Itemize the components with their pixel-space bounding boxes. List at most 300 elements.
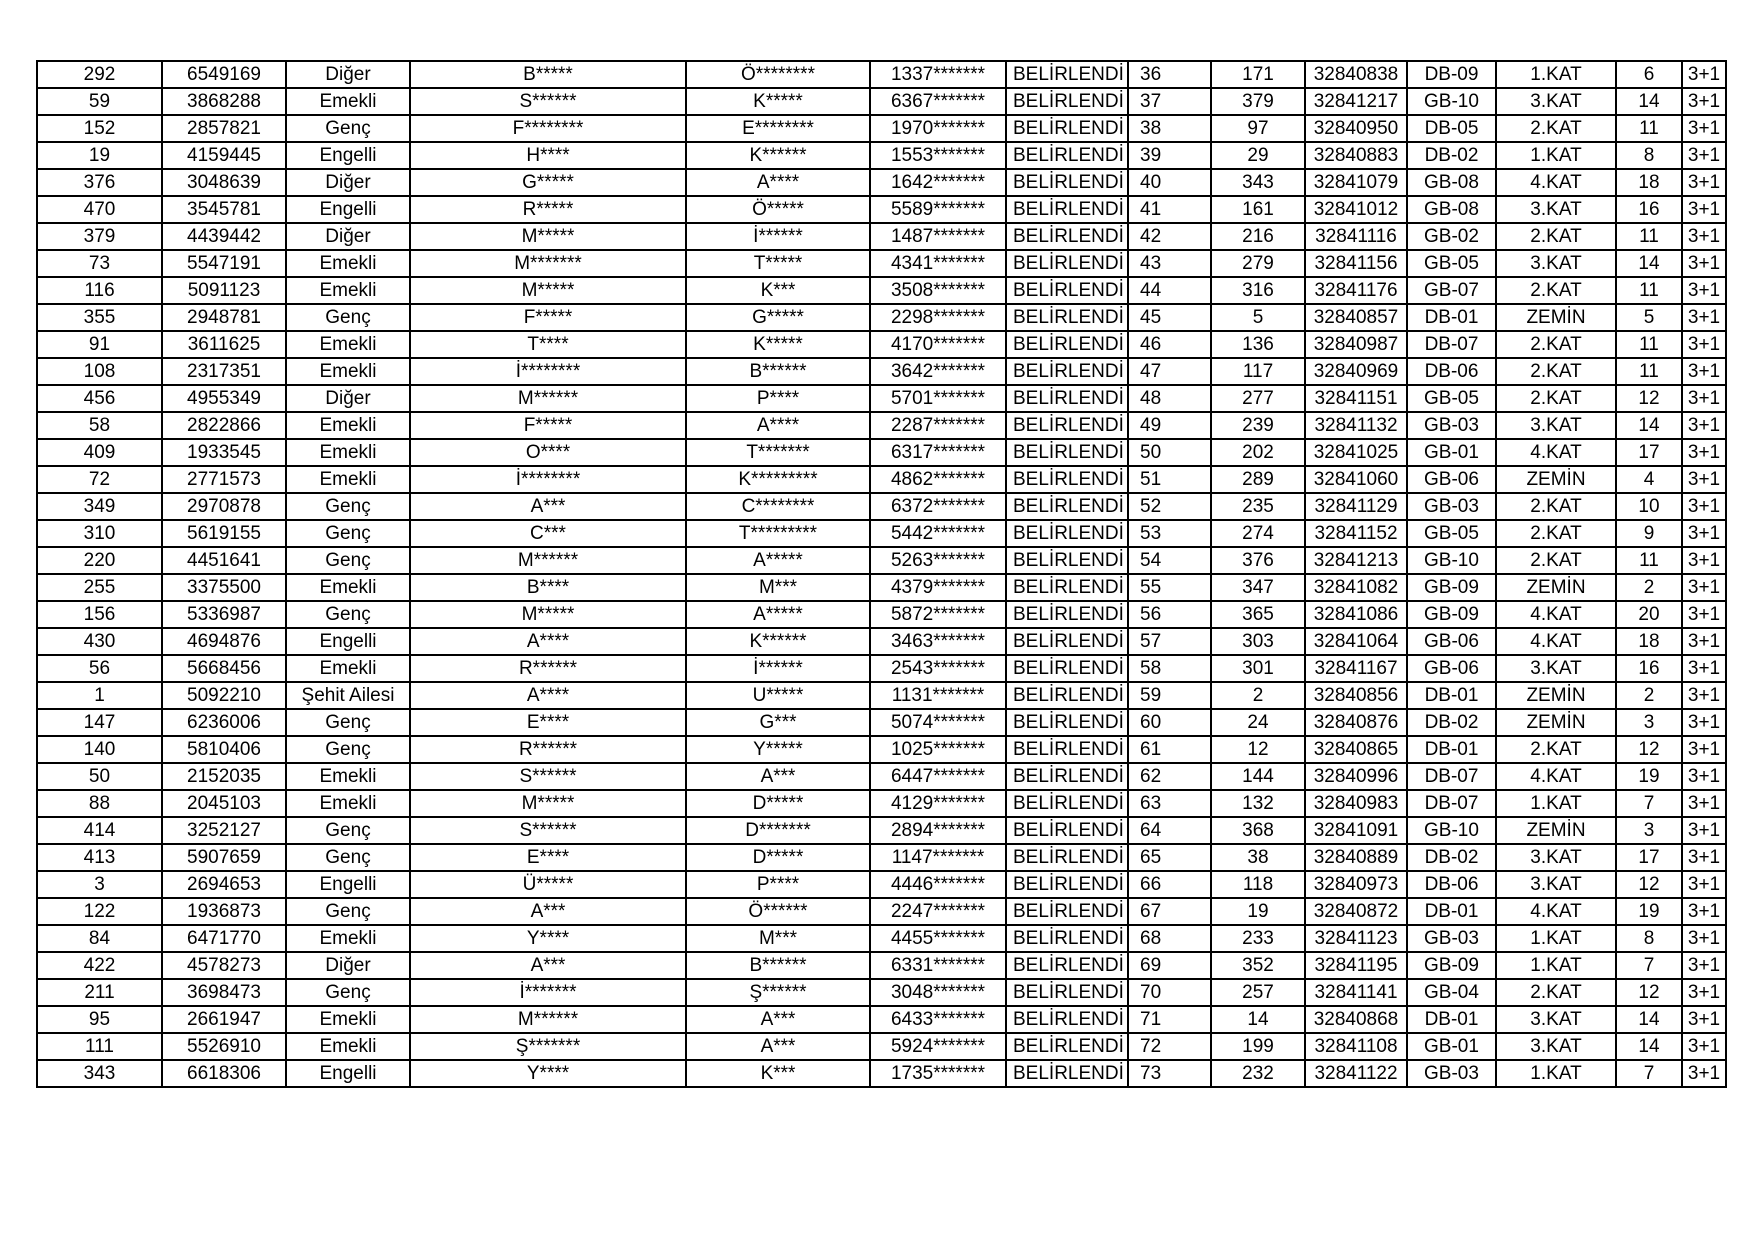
table-row — [37, 574, 1726, 601]
cell-oda-tipi: 3+1 — [1682, 439, 1726, 466]
cell-daire-no: 11 — [1616, 358, 1682, 385]
cell-ad: G***** — [410, 169, 686, 196]
cell-konut-no: 352 — [1211, 952, 1305, 979]
cell-kategori: Engelli — [286, 196, 410, 223]
cell-tc-kimlik: 6433******* — [870, 1006, 1006, 1033]
cell-blok: GB-02 — [1407, 223, 1496, 250]
cell-soyad: A*** — [686, 1033, 870, 1060]
cell-durum: BELİRLENDİ — [1006, 196, 1128, 223]
cell-konut-id: 32841156 — [1305, 250, 1407, 277]
cell-basvuru-no: 5907659 — [162, 844, 286, 871]
cell-sira-no: 292 — [37, 61, 162, 88]
cell-sira-no: 84 — [37, 925, 162, 952]
cell-kategori: Genç — [286, 304, 410, 331]
cell-konut-id: 32840983 — [1305, 790, 1407, 817]
cell-basvuru-no: 2661947 — [162, 1006, 286, 1033]
cell-konut-no: 347 — [1211, 574, 1305, 601]
cell-kat: 3.KAT — [1496, 88, 1616, 115]
cell-sira-no: 349 — [37, 493, 162, 520]
cell-ad: T**** — [410, 331, 686, 358]
cell-konut-id: 32840868 — [1305, 1006, 1407, 1033]
cell-kat: ZEMİN — [1496, 817, 1616, 844]
cell-soyad: M*** — [686, 574, 870, 601]
cell-daire-no: 7 — [1616, 1060, 1682, 1087]
cell-ad: E**** — [410, 844, 686, 871]
table-row — [37, 1060, 1726, 1087]
cell-kura-sira: 71 — [1128, 1006, 1211, 1033]
cell-oda-tipi: 3+1 — [1682, 331, 1726, 358]
cell-daire-no: 12 — [1616, 385, 1682, 412]
cell-durum: BELİRLENDİ — [1006, 1060, 1128, 1087]
table-row — [37, 628, 1726, 655]
cell-durum: BELİRLENDİ — [1006, 250, 1128, 277]
cell-soyad: K********* — [686, 466, 870, 493]
cell-kat: 1.KAT — [1496, 925, 1616, 952]
cell-ad: E**** — [410, 709, 686, 736]
cell-soyad: A*** — [686, 763, 870, 790]
cell-konut-no: 257 — [1211, 979, 1305, 1006]
cell-durum: BELİRLENDİ — [1006, 466, 1128, 493]
cell-konut-no: 199 — [1211, 1033, 1305, 1060]
cell-soyad: K*** — [686, 1060, 870, 1087]
cell-sira-no: 414 — [37, 817, 162, 844]
cell-sira-no: 72 — [37, 466, 162, 493]
table-row — [37, 115, 1726, 142]
cell-sira-no: 1 — [37, 682, 162, 709]
table-row — [37, 844, 1726, 871]
cell-soyad: D******* — [686, 817, 870, 844]
cell-ad: R***** — [410, 196, 686, 223]
cell-konut-no: 289 — [1211, 466, 1305, 493]
cell-kat: 3.KAT — [1496, 412, 1616, 439]
cell-sira-no: 91 — [37, 331, 162, 358]
cell-oda-tipi: 3+1 — [1682, 277, 1726, 304]
table-row — [37, 142, 1726, 169]
cell-oda-tipi: 3+1 — [1682, 466, 1726, 493]
cell-oda-tipi: 3+1 — [1682, 871, 1726, 898]
cell-oda-tipi: 3+1 — [1682, 628, 1726, 655]
cell-daire-no: 4 — [1616, 466, 1682, 493]
cell-konut-no: 233 — [1211, 925, 1305, 952]
cell-tc-kimlik: 6447******* — [870, 763, 1006, 790]
cell-daire-no: 5 — [1616, 304, 1682, 331]
cell-oda-tipi: 3+1 — [1682, 304, 1726, 331]
cell-tc-kimlik: 6367******* — [870, 88, 1006, 115]
cell-ad: S****** — [410, 817, 686, 844]
cell-konut-no: 12 — [1211, 736, 1305, 763]
cell-oda-tipi: 3+1 — [1682, 169, 1726, 196]
cell-tc-kimlik: 4170******* — [870, 331, 1006, 358]
cell-kat: 1.KAT — [1496, 952, 1616, 979]
cell-konut-id: 32841151 — [1305, 385, 1407, 412]
cell-kura-sira: 43 — [1128, 250, 1211, 277]
cell-konut-no: 316 — [1211, 277, 1305, 304]
cell-kura-sira: 59 — [1128, 682, 1211, 709]
cell-tc-kimlik: 5263******* — [870, 547, 1006, 574]
cell-blok: DB-02 — [1407, 844, 1496, 871]
cell-basvuru-no: 2317351 — [162, 358, 286, 385]
cell-daire-no: 10 — [1616, 493, 1682, 520]
cell-sira-no: 50 — [37, 763, 162, 790]
cell-daire-no: 14 — [1616, 412, 1682, 439]
cell-blok: GB-09 — [1407, 574, 1496, 601]
cell-basvuru-no: 5547191 — [162, 250, 286, 277]
cell-kategori: Emekli — [286, 250, 410, 277]
cell-oda-tipi: 3+1 — [1682, 574, 1726, 601]
cell-basvuru-no: 2694653 — [162, 871, 286, 898]
cell-blok: GB-06 — [1407, 466, 1496, 493]
cell-basvuru-no: 3868288 — [162, 88, 286, 115]
cell-sira-no: 56 — [37, 655, 162, 682]
table-row — [37, 277, 1726, 304]
cell-sira-no: 73 — [37, 250, 162, 277]
cell-konut-id: 32841122 — [1305, 1060, 1407, 1087]
cell-tc-kimlik: 3463******* — [870, 628, 1006, 655]
cell-konut-id: 32841025 — [1305, 439, 1407, 466]
cell-blok: GB-03 — [1407, 412, 1496, 439]
cell-oda-tipi: 3+1 — [1682, 709, 1726, 736]
cell-blok: GB-08 — [1407, 196, 1496, 223]
cell-daire-no: 16 — [1616, 655, 1682, 682]
cell-durum: BELİRLENDİ — [1006, 844, 1128, 871]
cell-soyad: A**** — [686, 169, 870, 196]
cell-kategori: Engelli — [286, 628, 410, 655]
cell-kat: ZEMİN — [1496, 574, 1616, 601]
cell-kategori: Genç — [286, 493, 410, 520]
cell-kat: 4.KAT — [1496, 601, 1616, 628]
cell-soyad: D***** — [686, 790, 870, 817]
cell-sira-no: 379 — [37, 223, 162, 250]
cell-blok: GB-05 — [1407, 250, 1496, 277]
cell-kategori: Genç — [286, 709, 410, 736]
cell-kat: 3.KAT — [1496, 196, 1616, 223]
cell-ad: M***** — [410, 601, 686, 628]
cell-sira-no: 156 — [37, 601, 162, 628]
cell-kura-sira: 44 — [1128, 277, 1211, 304]
cell-basvuru-no: 4955349 — [162, 385, 286, 412]
cell-kategori: Genç — [286, 736, 410, 763]
cell-daire-no: 19 — [1616, 763, 1682, 790]
cell-konut-no: 161 — [1211, 196, 1305, 223]
table-row — [37, 601, 1726, 628]
cell-daire-no: 9 — [1616, 520, 1682, 547]
cell-kura-sira: 60 — [1128, 709, 1211, 736]
cell-konut-id: 32841091 — [1305, 817, 1407, 844]
cell-kategori: Emekli — [286, 331, 410, 358]
cell-kura-sira: 54 — [1128, 547, 1211, 574]
cell-durum: BELİRLENDİ — [1006, 574, 1128, 601]
cell-ad: İ******** — [410, 358, 686, 385]
cell-tc-kimlik: 5589******* — [870, 196, 1006, 223]
cell-blok: GB-01 — [1407, 439, 1496, 466]
cell-daire-no: 7 — [1616, 952, 1682, 979]
cell-konut-id: 32841064 — [1305, 628, 1407, 655]
cell-kategori: Emekli — [286, 277, 410, 304]
cell-kat: 2.KAT — [1496, 115, 1616, 142]
cell-sira-no: 456 — [37, 385, 162, 412]
cell-konut-id: 32841176 — [1305, 277, 1407, 304]
cell-basvuru-no: 2152035 — [162, 763, 286, 790]
table-row — [37, 304, 1726, 331]
cell-ad: F***** — [410, 304, 686, 331]
cell-tc-kimlik: 1131******* — [870, 682, 1006, 709]
cell-blok: GB-09 — [1407, 601, 1496, 628]
cell-ad: C*** — [410, 520, 686, 547]
cell-soyad: T***** — [686, 250, 870, 277]
cell-basvuru-no: 6618306 — [162, 1060, 286, 1087]
cell-daire-no: 8 — [1616, 142, 1682, 169]
cell-ad: A*** — [410, 898, 686, 925]
cell-kat: ZEMİN — [1496, 682, 1616, 709]
cell-konut-id: 32841060 — [1305, 466, 1407, 493]
cell-sira-no: 108 — [37, 358, 162, 385]
cell-basvuru-no: 5336987 — [162, 601, 286, 628]
cell-tc-kimlik: 1487******* — [870, 223, 1006, 250]
cell-basvuru-no: 5526910 — [162, 1033, 286, 1060]
cell-soyad: T******* — [686, 439, 870, 466]
cell-oda-tipi: 3+1 — [1682, 223, 1726, 250]
cell-kura-sira: 72 — [1128, 1033, 1211, 1060]
cell-oda-tipi: 3+1 — [1682, 115, 1726, 142]
cell-daire-no: 7 — [1616, 790, 1682, 817]
cell-konut-no: 29 — [1211, 142, 1305, 169]
cell-konut-no: 14 — [1211, 1006, 1305, 1033]
cell-durum: BELİRLENDİ — [1006, 763, 1128, 790]
cell-durum: BELİRLENDİ — [1006, 385, 1128, 412]
cell-ad: B**** — [410, 574, 686, 601]
cell-kura-sira: 57 — [1128, 628, 1211, 655]
cell-sira-no: 211 — [37, 979, 162, 1006]
cell-daire-no: 11 — [1616, 223, 1682, 250]
cell-ad: S****** — [410, 763, 686, 790]
cell-kura-sira: 73 — [1128, 1060, 1211, 1087]
cell-konut-no: 2 — [1211, 682, 1305, 709]
cell-konut-id: 32840856 — [1305, 682, 1407, 709]
cell-ad: F******** — [410, 115, 686, 142]
table-row — [37, 1006, 1726, 1033]
cell-sira-no: 376 — [37, 169, 162, 196]
cell-durum: BELİRLENDİ — [1006, 601, 1128, 628]
cell-sira-no: 413 — [37, 844, 162, 871]
cell-kura-sira: 46 — [1128, 331, 1211, 358]
cell-sira-no: 19 — [37, 142, 162, 169]
cell-blok: GB-10 — [1407, 817, 1496, 844]
cell-sira-no: 470 — [37, 196, 162, 223]
cell-soyad: P**** — [686, 871, 870, 898]
cell-ad: Y**** — [410, 925, 686, 952]
cell-kura-sira: 61 — [1128, 736, 1211, 763]
cell-kategori: Genç — [286, 115, 410, 142]
cell-tc-kimlik: 1642******* — [870, 169, 1006, 196]
cell-basvuru-no: 4578273 — [162, 952, 286, 979]
cell-soyad: A**** — [686, 412, 870, 439]
cell-daire-no: 12 — [1616, 871, 1682, 898]
cell-kat: 1.KAT — [1496, 61, 1616, 88]
cell-sira-no: 220 — [37, 547, 162, 574]
cell-oda-tipi: 3+1 — [1682, 898, 1726, 925]
cell-tc-kimlik: 4455******* — [870, 925, 1006, 952]
cell-tc-kimlik: 2287******* — [870, 412, 1006, 439]
cell-konut-id: 32841129 — [1305, 493, 1407, 520]
table-row — [37, 439, 1726, 466]
cell-konut-no: 368 — [1211, 817, 1305, 844]
cell-basvuru-no: 3048639 — [162, 169, 286, 196]
table-row — [37, 493, 1726, 520]
cell-sira-no: 152 — [37, 115, 162, 142]
cell-daire-no: 14 — [1616, 1006, 1682, 1033]
table-row — [37, 871, 1726, 898]
cell-basvuru-no: 4451641 — [162, 547, 286, 574]
cell-oda-tipi: 3+1 — [1682, 682, 1726, 709]
cell-konut-no: 279 — [1211, 250, 1305, 277]
cell-sira-no: 58 — [37, 412, 162, 439]
cell-basvuru-no: 5668456 — [162, 655, 286, 682]
cell-kat: 2.KAT — [1496, 547, 1616, 574]
cell-konut-no: 171 — [1211, 61, 1305, 88]
cell-konut-no: 19 — [1211, 898, 1305, 925]
cell-blok: GB-10 — [1407, 88, 1496, 115]
cell-kura-sira: 40 — [1128, 169, 1211, 196]
cell-kategori: Emekli — [286, 1006, 410, 1033]
cell-soyad: G***** — [686, 304, 870, 331]
cell-kat: 3.KAT — [1496, 1006, 1616, 1033]
table-row — [37, 169, 1726, 196]
cell-konut-id: 32840857 — [1305, 304, 1407, 331]
cell-basvuru-no: 3252127 — [162, 817, 286, 844]
cell-kategori: Diğer — [286, 169, 410, 196]
cell-konut-id: 32841132 — [1305, 412, 1407, 439]
cell-soyad: K****** — [686, 142, 870, 169]
cell-kura-sira: 70 — [1128, 979, 1211, 1006]
cell-ad: R****** — [410, 736, 686, 763]
cell-tc-kimlik: 2247******* — [870, 898, 1006, 925]
cell-basvuru-no: 6549169 — [162, 61, 286, 88]
cell-tc-kimlik: 3508******* — [870, 277, 1006, 304]
cell-kat: 2.KAT — [1496, 277, 1616, 304]
cell-basvuru-no: 3611625 — [162, 331, 286, 358]
cell-kura-sira: 66 — [1128, 871, 1211, 898]
cell-durum: BELİRLENDİ — [1006, 61, 1128, 88]
cell-blok: DB-01 — [1407, 736, 1496, 763]
cell-ad: A**** — [410, 682, 686, 709]
cell-durum: BELİRLENDİ — [1006, 520, 1128, 547]
cell-soyad: B****** — [686, 952, 870, 979]
cell-konut-id: 32841012 — [1305, 196, 1407, 223]
cell-basvuru-no: 3545781 — [162, 196, 286, 223]
cell-blok: GB-08 — [1407, 169, 1496, 196]
cell-konut-no: 132 — [1211, 790, 1305, 817]
cell-kat: 2.KAT — [1496, 979, 1616, 1006]
cell-kategori: Emekli — [286, 88, 410, 115]
cell-daire-no: 11 — [1616, 331, 1682, 358]
cell-konut-no: 118 — [1211, 871, 1305, 898]
cell-ad: M***** — [410, 790, 686, 817]
cell-tc-kimlik: 5442******* — [870, 520, 1006, 547]
cell-oda-tipi: 3+1 — [1682, 250, 1726, 277]
cell-konut-id: 32841152 — [1305, 520, 1407, 547]
cell-ad: Ş******* — [410, 1033, 686, 1060]
cell-ad: O**** — [410, 439, 686, 466]
cell-konut-id: 32840950 — [1305, 115, 1407, 142]
cell-blok: GB-07 — [1407, 277, 1496, 304]
cell-kat: 1.KAT — [1496, 1060, 1616, 1087]
table-row — [37, 466, 1726, 493]
cell-konut-no: 235 — [1211, 493, 1305, 520]
cell-tc-kimlik: 5701******* — [870, 385, 1006, 412]
cell-sira-no: 122 — [37, 898, 162, 925]
cell-oda-tipi: 3+1 — [1682, 142, 1726, 169]
cell-tc-kimlik: 3642******* — [870, 358, 1006, 385]
cell-daire-no: 11 — [1616, 115, 1682, 142]
cell-soyad: T********* — [686, 520, 870, 547]
cell-blok: GB-10 — [1407, 547, 1496, 574]
cell-oda-tipi: 3+1 — [1682, 790, 1726, 817]
cell-soyad: K****** — [686, 628, 870, 655]
cell-kategori: Emekli — [286, 763, 410, 790]
cell-kura-sira: 45 — [1128, 304, 1211, 331]
cell-durum: BELİRLENDİ — [1006, 331, 1128, 358]
cell-durum: BELİRLENDİ — [1006, 709, 1128, 736]
cell-tc-kimlik: 2894******* — [870, 817, 1006, 844]
cell-kura-sira: 52 — [1128, 493, 1211, 520]
cell-konut-no: 38 — [1211, 844, 1305, 871]
cell-oda-tipi: 3+1 — [1682, 493, 1726, 520]
cell-kura-sira: 47 — [1128, 358, 1211, 385]
cell-basvuru-no: 5092210 — [162, 682, 286, 709]
cell-kategori: Emekli — [286, 1033, 410, 1060]
table-row — [37, 979, 1726, 1006]
cell-ad: A*** — [410, 952, 686, 979]
cell-tc-kimlik: 4129******* — [870, 790, 1006, 817]
cell-soyad: Ö****** — [686, 898, 870, 925]
table-row — [37, 385, 1726, 412]
cell-blok: DB-07 — [1407, 331, 1496, 358]
cell-kategori: Genç — [286, 817, 410, 844]
cell-ad: A**** — [410, 628, 686, 655]
cell-daire-no: 18 — [1616, 628, 1682, 655]
table-row — [37, 520, 1726, 547]
cell-durum: BELİRLENDİ — [1006, 169, 1128, 196]
table-row — [37, 1033, 1726, 1060]
cell-kura-sira: 39 — [1128, 142, 1211, 169]
cell-kategori: Emekli — [286, 790, 410, 817]
cell-konut-id: 32840872 — [1305, 898, 1407, 925]
cell-kat: 1.KAT — [1496, 142, 1616, 169]
cell-ad: S****** — [410, 88, 686, 115]
cell-kura-sira: 67 — [1128, 898, 1211, 925]
cell-daire-no: 2 — [1616, 574, 1682, 601]
cell-kura-sira: 69 — [1128, 952, 1211, 979]
cell-tc-kimlik: 4446******* — [870, 871, 1006, 898]
cell-durum: BELİRLENDİ — [1006, 412, 1128, 439]
cell-oda-tipi: 3+1 — [1682, 763, 1726, 790]
cell-soyad: E******** — [686, 115, 870, 142]
cell-durum: BELİRLENDİ — [1006, 790, 1128, 817]
cell-daire-no: 17 — [1616, 844, 1682, 871]
cell-durum: BELİRLENDİ — [1006, 682, 1128, 709]
cell-soyad: Ö***** — [686, 196, 870, 223]
cell-konut-id: 32841079 — [1305, 169, 1407, 196]
cell-kura-sira: 65 — [1128, 844, 1211, 871]
cell-kura-sira: 62 — [1128, 763, 1211, 790]
cell-kat: ZEMİN — [1496, 709, 1616, 736]
cell-konut-no: 365 — [1211, 601, 1305, 628]
cell-kategori: Emekli — [286, 925, 410, 952]
cell-daire-no: 16 — [1616, 196, 1682, 223]
cell-blok: DB-09 — [1407, 61, 1496, 88]
cell-durum: BELİRLENDİ — [1006, 655, 1128, 682]
cell-soyad: P**** — [686, 385, 870, 412]
